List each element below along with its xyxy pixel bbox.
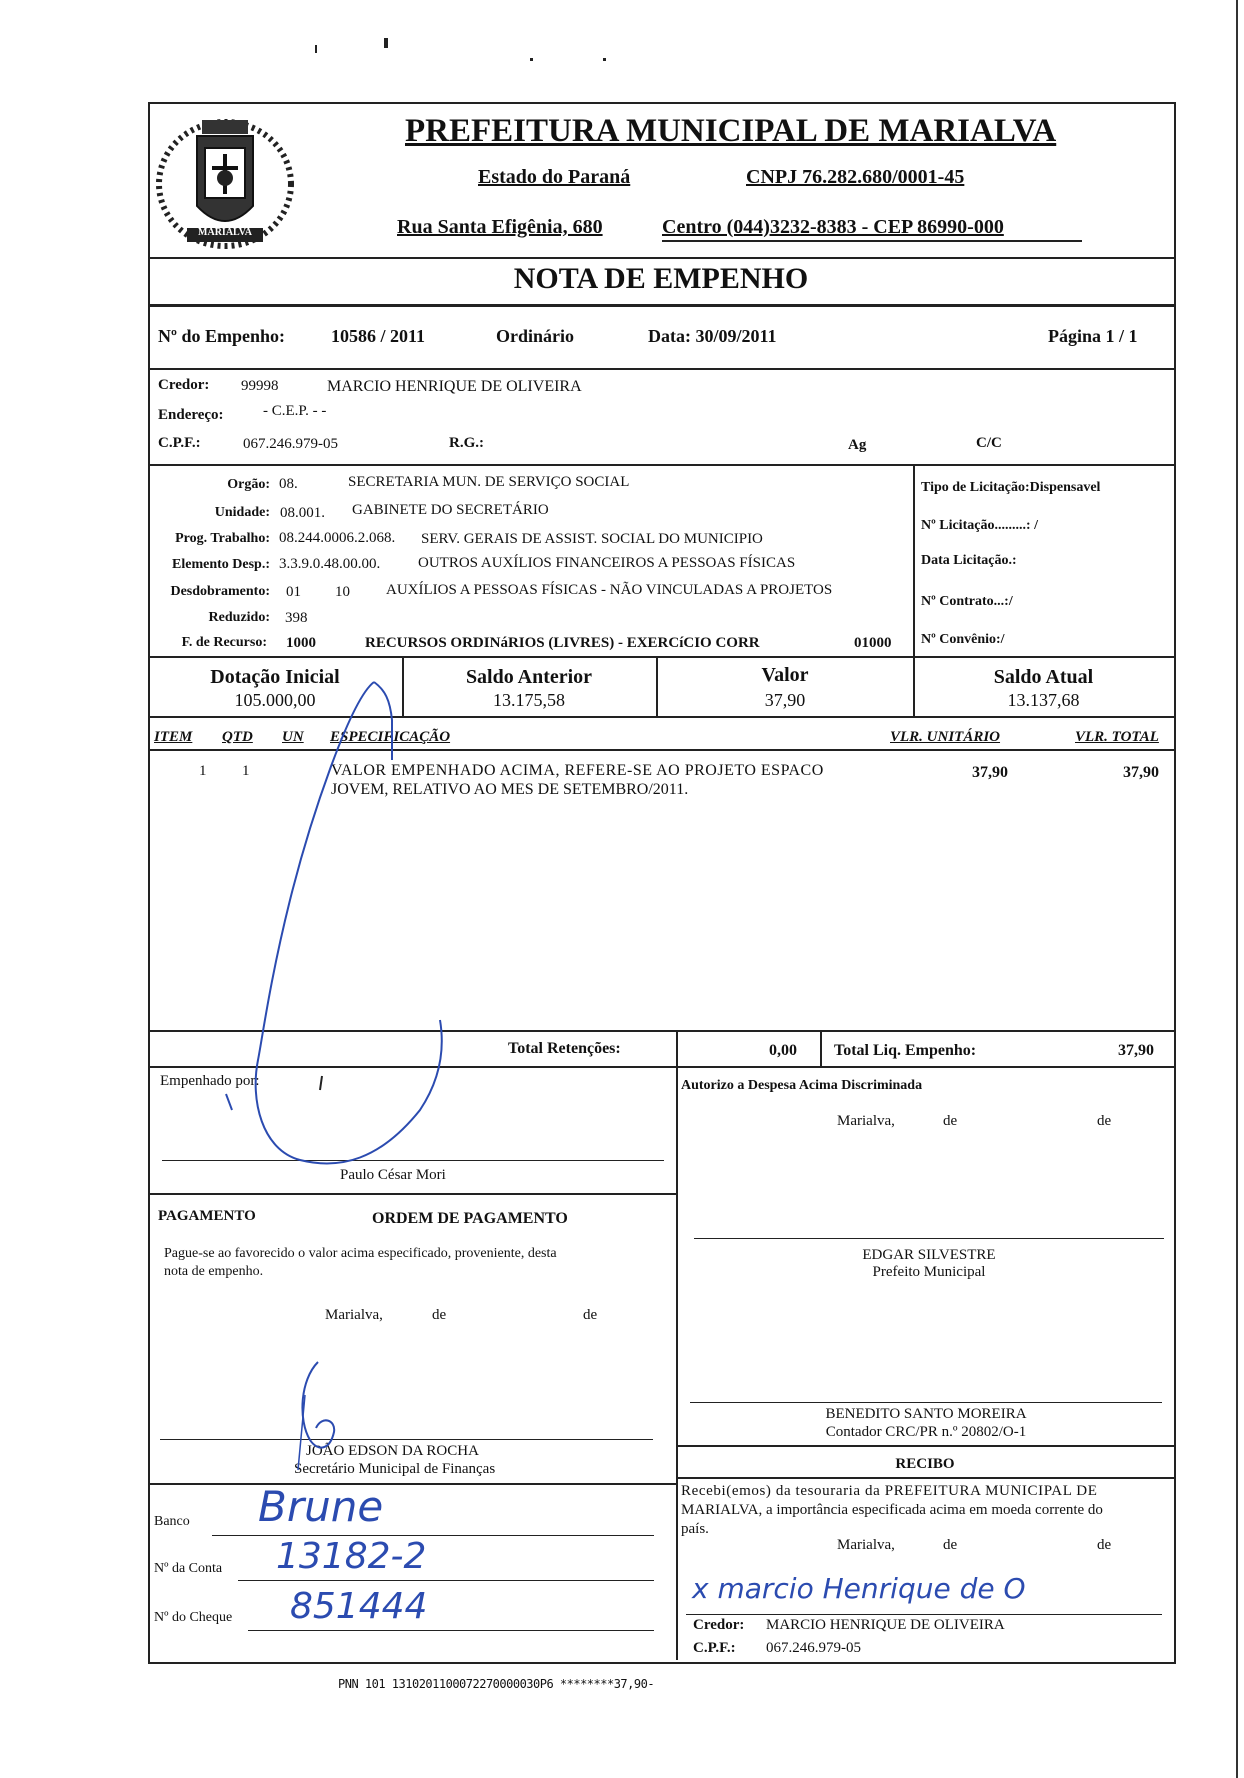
footer-code: PNN 101 1310201100072270000030P6 ********37,90- bbox=[338, 1677, 655, 1691]
secretario-role: Secretário Municipal de Finanças bbox=[294, 1461, 496, 1477]
contador-role: Contador CRC/PR n.º 20802/O-1 bbox=[825, 1424, 1027, 1440]
recibo-text-2: MARIALVA, a importância especificada acima em moeda corrente do bbox=[681, 1502, 1103, 1518]
conta-handwritten: 13182-2 bbox=[276, 1536, 427, 1577]
recibo-de2: de bbox=[1097, 1537, 1112, 1553]
desdobramento-b: 10 bbox=[335, 584, 350, 600]
recibo-text-3: país. bbox=[681, 1521, 709, 1537]
pagamento-de1: de bbox=[432, 1307, 447, 1323]
ag-label: Ag bbox=[848, 437, 867, 453]
header-street: Rua Santa Efigênia, 680 bbox=[397, 216, 603, 238]
fonte-name: RECURSOS ORDINáRIOS (LIVRES) - EXERCíCIO CORR bbox=[365, 635, 760, 651]
cpf-value: 067.246.979-05 bbox=[243, 436, 338, 452]
autorizo-de2: de bbox=[1097, 1113, 1112, 1129]
scan-edge bbox=[1236, 0, 1238, 1778]
unidade-label: Unidade: bbox=[214, 505, 270, 520]
col-vlr-unitario: VLR. UNITÁRIO bbox=[890, 729, 1001, 745]
pagamento-text-1: Pague-se ao favorecido o valor acima especificado, proveniente, desta bbox=[164, 1246, 557, 1261]
desdobramento-a: 01 bbox=[286, 584, 301, 600]
recibo-credor-name: MARCIO HENRIQUE DE OLIVEIRA bbox=[766, 1617, 1005, 1633]
empenhado-label: Empenhado por: bbox=[160, 1073, 260, 1089]
valor-label: Valor bbox=[761, 664, 809, 686]
contrato-number: Nº Contrato...:/ bbox=[921, 594, 1013, 609]
cheque-handwritten: 851444 bbox=[290, 1586, 428, 1627]
col-vlr-total: VLR. TOTAL bbox=[1075, 729, 1159, 745]
recibo-de1: de bbox=[943, 1537, 958, 1553]
desdobramento-name: AUXÍLIOS A PESSOAS FÍSICAS - NÃO VINCULADAS A PROJETOS bbox=[386, 582, 833, 598]
fonte-label: F. de Recurso: bbox=[181, 635, 267, 650]
dotacao-value: 105.000,00 bbox=[234, 690, 316, 710]
autorizo-label: Autorizo a Despesa Acima Discriminada bbox=[681, 1078, 923, 1093]
fonte-code: 1000 bbox=[286, 635, 316, 651]
elemento-code: 3.3.9.0.48.00.00. bbox=[279, 556, 381, 572]
scan-mark bbox=[603, 58, 606, 61]
autorizo-de1: de bbox=[943, 1113, 958, 1129]
convenio-number: Nº Convênio:/ bbox=[921, 632, 1005, 647]
col-qtd: QTD bbox=[222, 729, 253, 745]
recibo-cpf-value: 067.246.979-05 bbox=[766, 1640, 861, 1656]
empenhado-name: Paulo César Mori bbox=[340, 1167, 446, 1183]
pagamento-local: Marialva, bbox=[325, 1307, 383, 1323]
scan-mark bbox=[530, 58, 533, 61]
row-unit-value: 37,90 bbox=[972, 764, 1008, 781]
unidade-name: GABINETE DO SECRETÁRIO bbox=[352, 502, 549, 518]
elemento-label: Elemento Desp.: bbox=[172, 557, 270, 572]
credor-code: 99998 bbox=[241, 378, 279, 394]
reduzido-label: Reduzido: bbox=[208, 610, 270, 625]
scan-mark bbox=[384, 38, 388, 48]
empenho-number: 10586 / 2011 bbox=[331, 326, 426, 346]
cpf-label: C.P.F.: bbox=[158, 435, 201, 451]
row-qtd: 1 bbox=[242, 763, 250, 779]
row-total-value: 37,90 bbox=[1123, 764, 1159, 781]
cheque-label: Nº do Cheque bbox=[154, 1610, 233, 1625]
elemento-name: OUTROS AUXÍLIOS FINANCEIROS A PESSOAS FÍSICAS bbox=[418, 555, 796, 571]
credor-label: Credor: bbox=[158, 377, 210, 393]
retencoes-label: Total Retenções: bbox=[508, 1040, 621, 1057]
recibo-label: RECIBO bbox=[895, 1456, 955, 1472]
pagamento-label: PAGAMENTO bbox=[158, 1208, 256, 1224]
saldo-anterior-label: Saldo Anterior bbox=[465, 666, 593, 688]
recibo-text-1: Recebi(emos) da tesouraria da PREFEITURA MUNICIPAL DE bbox=[681, 1483, 1098, 1499]
address-value: - C.E.P. - - bbox=[263, 403, 327, 419]
banco-label: Banco bbox=[154, 1514, 190, 1529]
cc-label: C/C bbox=[976, 435, 1002, 451]
crest-text: MARIALVA bbox=[198, 227, 252, 238]
desdobramento-label: Desdobramento: bbox=[170, 584, 270, 599]
recibo-cpf-label: C.P.F.: bbox=[693, 1640, 736, 1656]
col-un: UN bbox=[282, 729, 304, 745]
doc-title: NOTA DE EMPENHO bbox=[513, 262, 809, 295]
retencoes-value: 0,00 bbox=[769, 1042, 797, 1059]
row-spec-line1: VALOR EMPENHADO ACIMA, REFERE-SE AO PROJETO ESPACO bbox=[331, 762, 824, 779]
pagamento-text-2: nota de empenho. bbox=[164, 1264, 264, 1279]
header-cnpj: CNPJ 76.282.680/0001-45 bbox=[746, 166, 965, 188]
unidade-code: 08.001. bbox=[280, 505, 325, 521]
licitacao-date: Data Licitação.: bbox=[921, 553, 1017, 568]
secretario-name: JOÃO EDSON DA ROCHA bbox=[306, 1443, 479, 1459]
empenho-type: Ordinário bbox=[496, 326, 575, 346]
header-address-rest: Centro (044)3232-8383 - CEP 86990-000 bbox=[662, 216, 1004, 238]
liquido-label: Total Liq. Empenho: bbox=[834, 1042, 977, 1059]
address-label: Endereço: bbox=[158, 407, 224, 423]
contador-name: BENEDITO SANTO MOREIRA bbox=[825, 1406, 1027, 1422]
prog-name: SERV. GERAIS DE ASSIST. SOCIAL DO MUNICIPIO bbox=[421, 531, 763, 547]
col-especificacao: ESPECIFICAÇÃO bbox=[330, 729, 451, 745]
liquido-value: 37,90 bbox=[1118, 1042, 1154, 1059]
orgao-label: Orgão: bbox=[227, 477, 270, 492]
row-spec-line2: JOVEM, RELATIVO AO MES DE SETEMBRO/2011. bbox=[331, 781, 689, 798]
prefeito-role: Prefeito Municipal bbox=[872, 1264, 986, 1280]
licitacao-type: Tipo de Licitação:Dispensavel bbox=[921, 480, 1101, 495]
banco-handwritten: Brune bbox=[258, 1482, 384, 1531]
autorizo-local: Marialva, bbox=[837, 1113, 895, 1129]
ordem-pagamento-label: ORDEM DE PAGAMENTO bbox=[372, 1210, 568, 1227]
fonte-number: 01000 bbox=[854, 635, 892, 651]
saldo-atual-value: 13.137,68 bbox=[1007, 690, 1080, 710]
recibo-signature: x marcio Henrique de O bbox=[692, 1572, 1026, 1605]
pagamento-de2: de bbox=[583, 1307, 598, 1323]
header-state: Estado do Paraná bbox=[478, 166, 631, 188]
orgao-name: SECRETARIA MUN. DE SERVIÇO SOCIAL bbox=[348, 474, 630, 490]
prog-label: Prog. Trabalho: bbox=[175, 531, 270, 546]
prefeito-name: EDGAR SILVESTRE bbox=[862, 1247, 996, 1263]
scan-mark bbox=[315, 45, 317, 53]
dotacao-label: Dotação Inicial bbox=[210, 666, 340, 688]
col-item: ITEM bbox=[154, 729, 193, 745]
row-item: 1 bbox=[199, 763, 207, 779]
prog-code: 08.244.0006.2.068. bbox=[279, 530, 396, 546]
saldo-atual-label: Saldo Atual bbox=[993, 666, 1094, 688]
recibo-local: Marialva, bbox=[837, 1537, 895, 1553]
header-title: PREFEITURA MUNICIPAL DE MARIALVA bbox=[405, 113, 1057, 149]
recibo-credor-label: Credor: bbox=[693, 1617, 745, 1633]
conta-label: Nº da Conta bbox=[154, 1561, 223, 1576]
licitacao-number: Nº Licitação.........: / bbox=[921, 518, 1038, 533]
rg-label: R.G.: bbox=[449, 435, 484, 451]
saldo-anterior-value: 13.175,58 bbox=[493, 690, 565, 710]
orgao-code: 08. bbox=[279, 476, 298, 492]
valor-value: 37,90 bbox=[764, 690, 806, 710]
empenho-date: Data: 30/09/2011 bbox=[648, 326, 777, 346]
empenho-page: Página 1 / 1 bbox=[1048, 326, 1138, 346]
reduzido-value: 398 bbox=[285, 610, 308, 626]
empenho-number-label: Nº do Empenho: bbox=[158, 326, 285, 346]
credor-name: MARCIO HENRIQUE DE OLIVEIRA bbox=[327, 378, 582, 395]
